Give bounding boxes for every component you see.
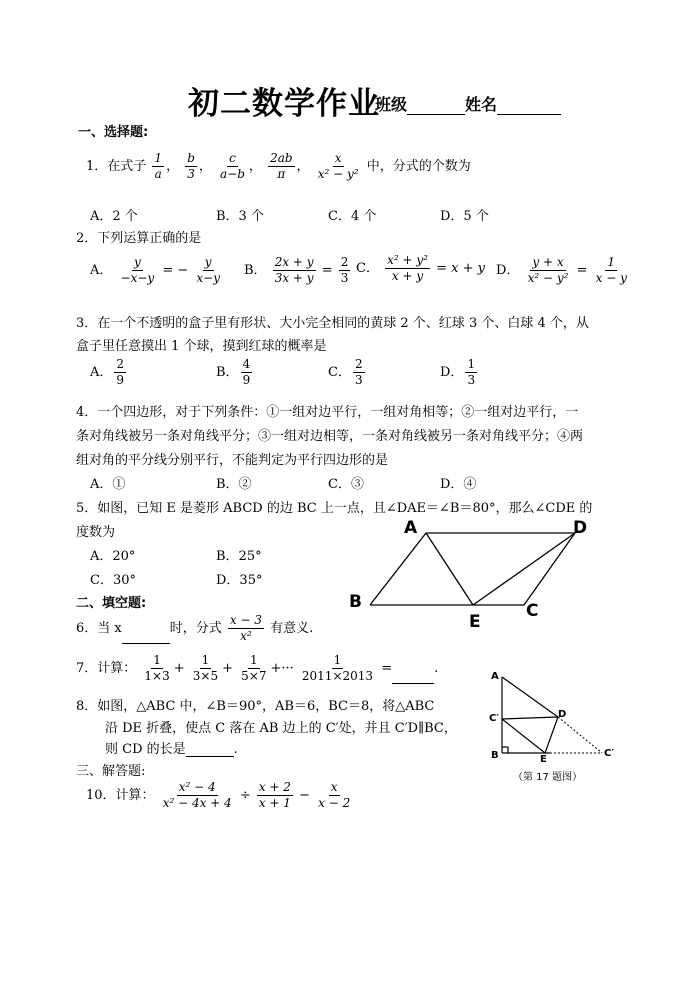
fig2-label-d: D: [558, 709, 567, 720]
side-ad: [502, 677, 558, 717]
q8-blank[interactable]: [186, 742, 234, 757]
q1-option-a[interactable]: A．2 个: [90, 209, 138, 224]
question-6: 6．当 x 时，分式 $\frac{x - 3}{\text{x²}}$ 有意义.: [76, 613, 314, 643]
q1-option-d[interactable]: D．5 个: [440, 209, 489, 224]
segment-c1d: [502, 717, 558, 719]
section-fill: 二、填空题:: [76, 596, 147, 611]
q1-frac-2: $\frac{b}{3}$: [187, 151, 195, 181]
q2-stem: 2．下列运算正确的是: [76, 231, 202, 246]
q5-option-d[interactable]: D．35°: [216, 573, 263, 588]
q3-option-a[interactable]: A． $\frac{2}{9}$: [90, 357, 125, 387]
class-label: 班级: [375, 95, 408, 114]
q1-frac-5: $\frac{x}{\text{x² − y²}}$: [317, 151, 359, 181]
q2-option-b[interactable]: B． $\frac{2x + y}{3x + y}$ = $\frac{2}{3}$: [244, 255, 349, 285]
fig2-caption: （第 17 题图）: [513, 772, 583, 783]
q5-line-2: 度数为: [76, 525, 116, 540]
segment-de: [473, 533, 575, 605]
q8-line-3: 则 CD 的长是 .: [105, 742, 238, 757]
q6-blank[interactable]: [122, 629, 170, 644]
label-c: C: [526, 601, 539, 621]
dashed-dc: [558, 717, 602, 753]
label-a: A: [404, 518, 418, 538]
q1-prefix: 1．在式子: [86, 159, 147, 174]
q5-line-1: 5．如图，已知 E 是菱形 ABCD 的边 BC 上一点，且∠DAE＝∠B＝80°，那么∠CDE 的: [76, 501, 593, 516]
q8-line-1: 8．如图，△ABC 中，∠B＝90°，AB＝6，BC＝8，将△ABC: [76, 699, 435, 714]
label-e: E: [469, 612, 481, 632]
fig2-label-e: E: [540, 754, 547, 765]
q1-option-c[interactable]: C．4 个: [328, 209, 377, 224]
q4-line-1: 4．一个四边形，对于下列条件：①一组对边平行，一组对角相等；②一组对边平行，一: [76, 405, 579, 420]
q1-suffix: 中，分式的个数为: [366, 159, 471, 174]
q4-line-3: 组对角的平分线分别平行，不能判定为平行四边形的是: [76, 453, 389, 468]
fig2-label-c1: C′: [489, 713, 499, 724]
q1-frac-4: $\frac{2ab}{\pi}$: [270, 151, 293, 181]
fig2-label-c: C′: [604, 748, 614, 759]
q3-line-1: 3．在一个不透明的盒子里有形状、大小完全相同的黄球 2 个、红球 3 个、白球 4 个，从: [76, 316, 589, 331]
name-label: 姓名: [465, 95, 498, 114]
q5-option-b[interactable]: B．25°: [216, 549, 262, 564]
q4-option-d[interactable]: D．④: [440, 477, 477, 492]
q2-option-c[interactable]: C． $\frac{\text{x² + y²}}{x + y}$ = x + y: [356, 253, 485, 283]
fig2-label-b: B: [491, 750, 499, 761]
q4-option-b[interactable]: B．②: [216, 477, 252, 492]
q5-option-c[interactable]: C．30°: [90, 573, 136, 588]
name-blank[interactable]: [497, 98, 561, 115]
triangle-figure: [490, 665, 620, 765]
segment-ae: [426, 533, 473, 605]
q4-option-a[interactable]: A．①: [90, 477, 126, 492]
q4-line-2: 条对角线被另一条对角线平分；③一组对边相等，一条对角线被另一条对角线平分；④两: [76, 429, 584, 444]
q8-line-2: 沿 DE 折叠，使点 C 落在 AB 边上的 C′处，并且 C′D∥BC，: [105, 721, 457, 736]
q2-option-a[interactable]: A． $\frac{y}{-x-y}$ = − $\frac{y}{x-y}$: [90, 255, 220, 285]
label-d: D: [573, 518, 588, 538]
q1-frac-1: $\frac{1}{a}$: [154, 151, 163, 181]
q1-frac-3: $\frac{c}{a-b}$: [220, 151, 245, 181]
q3-option-c[interactable]: C． $\frac{2}{3}$: [328, 357, 363, 387]
class-blank[interactable]: [407, 98, 465, 115]
q7-blank[interactable]: [392, 669, 434, 684]
question-7: 7．计算： $\frac{1}{1\times 3}$ + $\frac{1}{3\times 5}$ + $\frac{1}{5\times 7}$ +··· $\frac{1}{2011\times 2013}$ = .: [76, 653, 439, 683]
question-10: 10．计算： $\frac{\text{x² − 4}}{\text{x² − 4x + 4}}$ ÷ $\frac{x + 2}{x + 1}$ − $\frac{x}{x - 2}$: [86, 780, 351, 810]
page-title: 初二数学作业: [188, 86, 380, 122]
q3-option-d[interactable]: D． $\frac{1}{3}$: [440, 357, 476, 387]
q1-option-b[interactable]: B．3 个: [216, 209, 264, 224]
fig2-label-a: A: [491, 671, 499, 682]
q2-option-d[interactable]: D． $\frac{y + x}{\text{x² − y²}}$ = $\frac{1}{x - y}$: [496, 255, 627, 285]
label-b: B: [349, 592, 362, 612]
edge-dc: [524, 533, 575, 605]
edge-ab: [370, 533, 426, 605]
segment-de: [545, 717, 558, 753]
section-choice: 一、选择题:: [78, 125, 149, 140]
q5-option-a[interactable]: A．20°: [90, 549, 136, 564]
class-name-fields: [375, 92, 561, 115]
q3-option-b[interactable]: B． $\frac{4}{9}$: [216, 357, 251, 387]
q4-option-c[interactable]: C．③: [328, 477, 364, 492]
section-answer: 三、解答题:: [76, 764, 146, 779]
q3-line-2: 盒子里任意摸出 1 个球，摸到红球的概率是: [76, 339, 327, 354]
question-1: 1．在式子 $\frac{1}{a}$ ， $\frac{b}{3}$ ， $\frac{c}{a-b}$ ， $\frac{2ab}{\pi}$ ， $\frac{x}{\text{x² − y²}}$ 中，分式的个数为: [86, 151, 471, 181]
